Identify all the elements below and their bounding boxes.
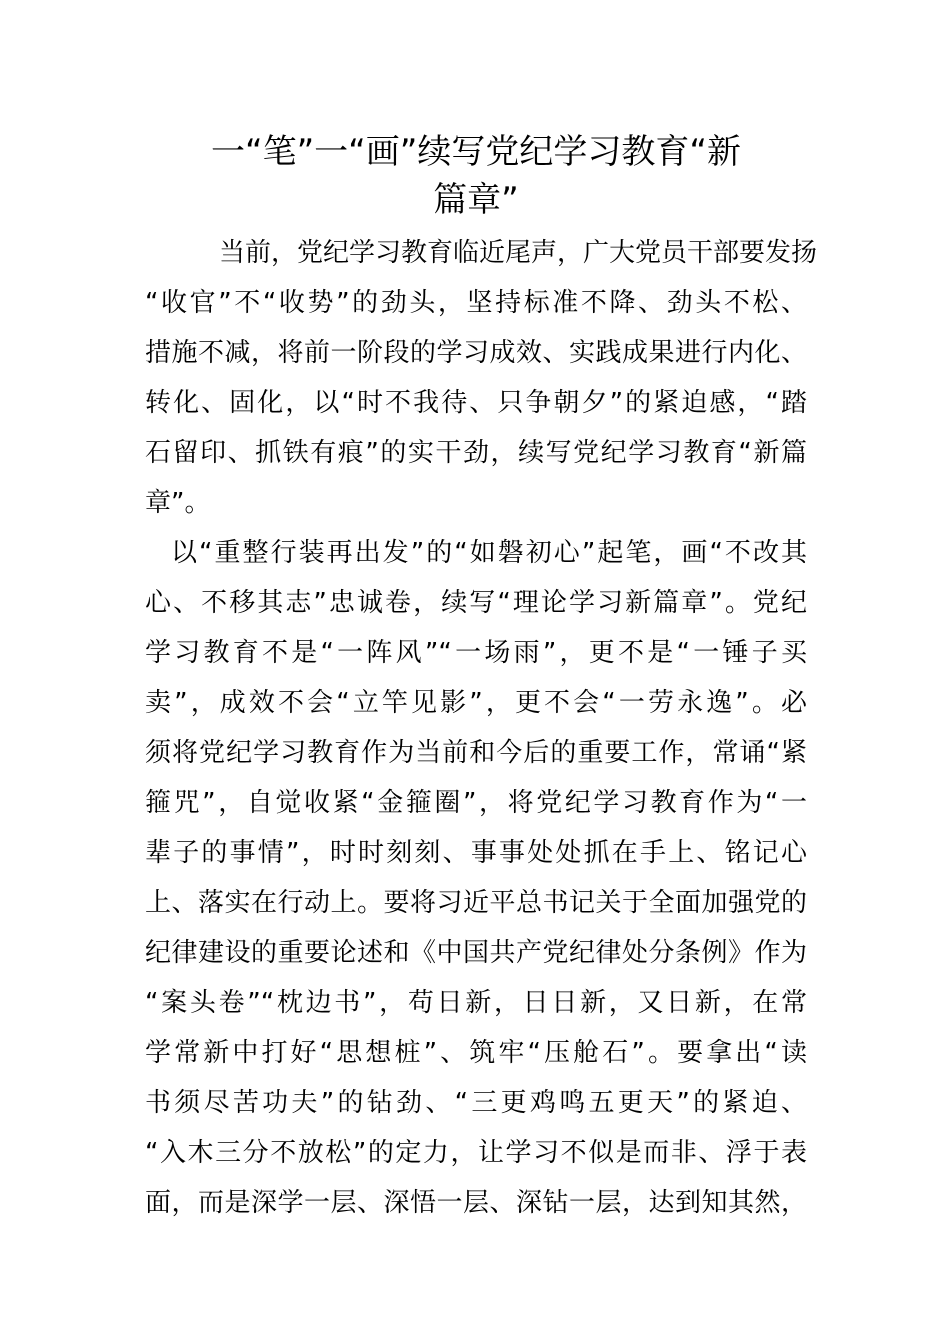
body-line: 以“重整行装再出发”的“如磐初心”起笔，画“不改其 bbox=[171, 538, 807, 568]
body-line: 当前，党纪学习教育临近尾声，广大党员干部要发扬 bbox=[219, 238, 818, 268]
body-line: 章”。 bbox=[145, 488, 211, 518]
title-line-1: 一“笔”一“画”续写党纪学习教育“新 bbox=[210, 132, 742, 172]
body-line: 措施不减，将前一阶段的学习成效、实践成果进行内化、 bbox=[145, 338, 807, 368]
body-line: “收官”不“收势”的劲头，坚持标准不降、劲头不松、 bbox=[145, 288, 807, 318]
body-line: 心、不移其志”忠诚卷，续写“理论学习新篇章”。党纪 bbox=[145, 588, 807, 618]
body-line: 石留印、抓铁有痕”的实干劲，续写党纪学习教育“新篇 bbox=[145, 438, 807, 468]
body-line: 辈子的事情”，时时刻刻、事事处处抓在手上、铭记心 bbox=[145, 838, 807, 868]
body-line: “入木三分不放松”的定力，让学习不似是而非、浮于表 bbox=[145, 1138, 807, 1168]
body-line: 须将党纪学习教育作为当前和今后的重要工作，常诵“紧 bbox=[145, 738, 807, 768]
body-line: 书须尽苦功夫”的钻劲、“三更鸡鸣五更天”的紧迫、 bbox=[145, 1088, 807, 1118]
body-line: 学习教育不是“一阵风”“一场雨”，更不是“一锤子买 bbox=[145, 638, 807, 668]
document-body bbox=[145, 228, 818, 1228]
document-title bbox=[145, 128, 807, 224]
body-line: 箍咒”，自觉收紧“金箍圈”，将党纪学习教育作为“一 bbox=[145, 788, 807, 818]
body-line: 纪律建设的重要论述和《中国共产党纪律处分条例》作为 bbox=[145, 938, 807, 968]
body-line: 上、落实在行动上。要将习近平总书记关于全面加强党的 bbox=[145, 888, 807, 918]
body-line: 卖”，成效不会“立竿见影”，更不会“一劳永逸”。必 bbox=[145, 688, 807, 718]
body-line: 转化、固化，以“时不我待、只争朝夕”的紧迫感，“踏 bbox=[145, 388, 807, 418]
title-line-2: 篇章” bbox=[433, 180, 519, 220]
body-line: 学常新中打好“思想桩”、筑牢“压舱石”。要拿出“读 bbox=[145, 1038, 807, 1068]
body-line: 面，而是深学一层、深悟一层、深钻一层，达到知其然， bbox=[145, 1188, 807, 1218]
body-line: “案头卷”“枕边书”，苟日新，日日新，又日新，在常 bbox=[145, 988, 807, 1018]
